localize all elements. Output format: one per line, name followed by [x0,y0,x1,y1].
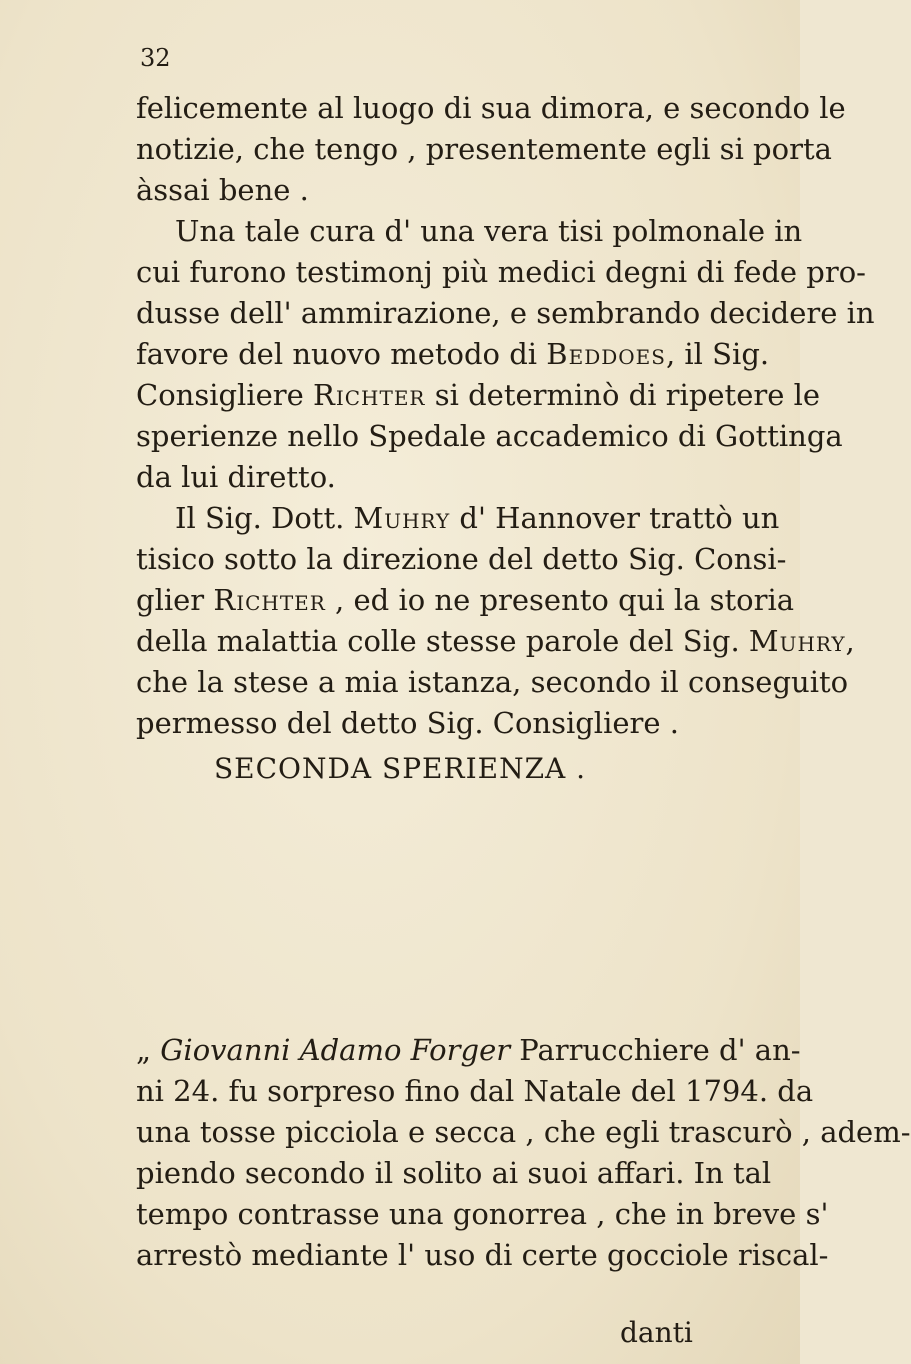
text-line [136,375,821,415]
text-line [175,498,780,538]
text-line: permesso del detto Sig. Consigliere . [136,706,679,740]
text-line: tempo contrasse una gonorrea , che in breve s' [136,1197,829,1231]
text-line: ni 24. fu sorpreso fino dal Natale del 1794. da [136,1074,814,1108]
person-name: Richter [313,378,426,412]
text-segment: , il Sig. [665,337,770,371]
text-line [136,621,855,661]
text-segment: „ [136,1033,161,1067]
text-line: àssai bene . [136,173,309,207]
text-line [136,1030,801,1070]
text-line: tisico sotto la direzione del detto Sig. Consi- [136,542,787,576]
text-line: una tosse picciola e secca , che egli trascurò , adem- [136,1115,911,1149]
person-name: Muhry [353,501,451,535]
text-segment: Consigliere [136,378,314,412]
text-segment: della malattia colle stesse parole del Sig. [136,624,749,658]
text-line: da lui diretto. [136,460,336,494]
author-name: Beddoes [546,337,666,371]
text-segment: , [845,624,855,658]
text-line: notizie, che tengo , presentemente egli si porta [136,132,832,166]
text-segment: si determinò di ripetere le [425,378,821,412]
text-line [136,334,770,374]
catchword: danti [620,1316,693,1349]
person-name: Richter [213,583,326,617]
text-line: sperienze nello Spedale accademico di Gottinga [136,419,843,453]
text-line [136,580,795,620]
text-line: che la stese a mia istanza, secondo il conseguito [136,665,849,699]
text-segment: glier [136,583,214,617]
text-line: dusse dell' ammirazione, e sembrando decidere in [136,296,875,330]
person-name: Muhry [748,624,846,658]
text-segment: d' Hannover trattò un [450,501,780,535]
text-line: cui furono testimonj più medici degni di fede pro- [136,255,866,289]
section-heading: SECONDA SPERIENZA . [213,752,587,785]
page-number: 32 [140,44,171,72]
text-segment: Parrucchiere d' an- [510,1033,801,1067]
text-line: Una tale cura d' una vera tisi polmonale in [175,214,803,248]
text-segment: , ed io ne presento qui la storia [325,583,795,617]
text-line: felicemente al luogo di sua dimora, e secondo le [136,91,846,125]
text-line: piendo secondo il solito ai suoi affari. In tal [136,1156,772,1190]
text-line: arrestò mediante l' uso di certe gocciole riscal- [136,1238,829,1272]
text-segment: Il Sig. Dott. [175,501,354,535]
patient-name: Giovanni Adamo Forger [160,1033,511,1067]
text-segment: favore del nuovo metodo di [136,337,547,371]
